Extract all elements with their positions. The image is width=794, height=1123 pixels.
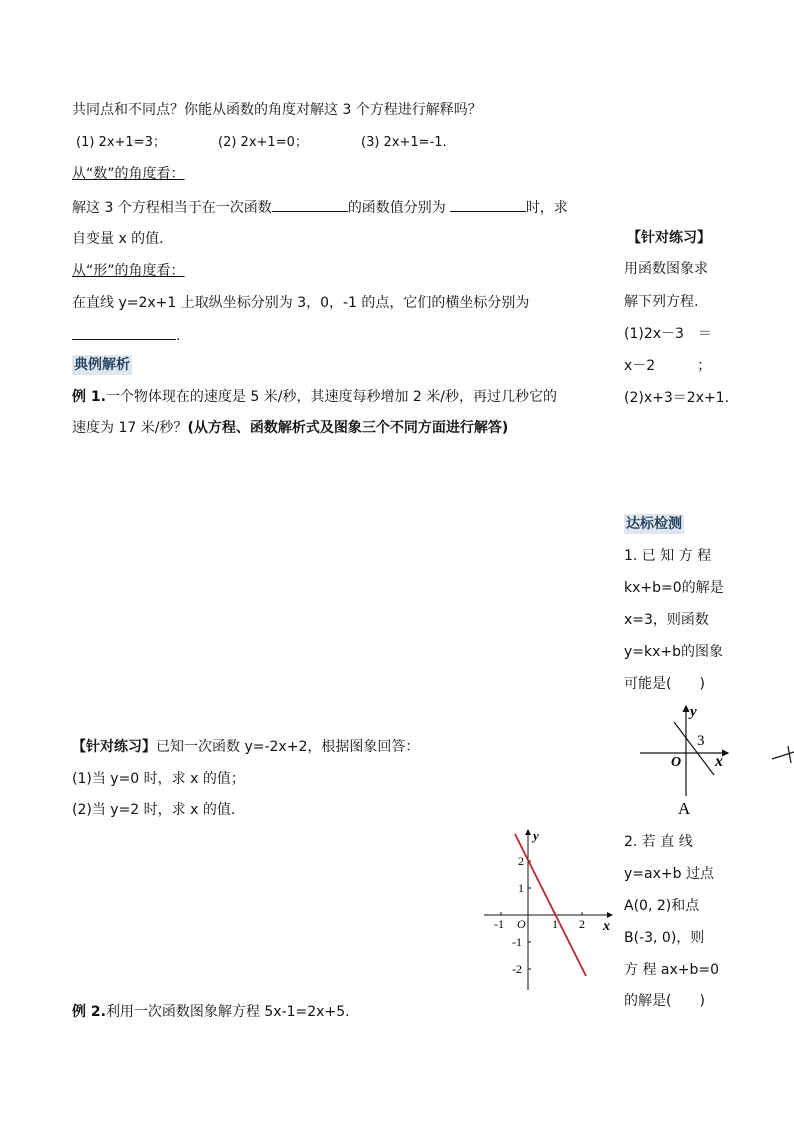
practice-q1: (1)当 y=0 时，求 x 的值；	[72, 771, 245, 787]
mark-3: 3	[697, 733, 705, 749]
side-check-q2-line-4: B(-3, 0)，则	[624, 930, 705, 946]
y-tick-label-2: 2	[518, 854, 524, 868]
example-1-line1: 例 1.一个物体现在的速度是 5 米/秒，其速度每秒增加 2 米/秒，再过几秒它的	[72, 389, 557, 405]
side-check-q2-line-1: 2. 若 直 线	[624, 834, 693, 850]
example-2-line: 例 2.利用一次函数图象解方程 5x-1=2x+5.	[72, 1004, 350, 1020]
x-label: x	[715, 753, 723, 770]
side-check-q2-line-6: 的解是( )	[624, 993, 705, 1009]
x-label: x	[603, 919, 610, 934]
equation-2: (2) 2x+1=0；	[218, 135, 308, 150]
fill-blank-2[interactable]	[450, 197, 526, 212]
y-tick-label-neg2: -2	[512, 962, 522, 976]
y-label: y	[533, 828, 539, 843]
y-tick-label-neg1: -1	[512, 935, 522, 949]
linear-function-graph	[480, 826, 620, 996]
fill-blank-3[interactable]	[72, 325, 176, 340]
number-view-line2: 自变量 x 的值.	[72, 231, 164, 247]
practice-heading-line: 【针对练习】已知一次函数 y=-2x+2，根据图象回答：	[72, 739, 420, 755]
origin-label: O	[671, 755, 682, 770]
side-check-q2-line-5: 方 程 ax+b=0	[624, 962, 720, 978]
x-tick-label-1: 1	[552, 917, 558, 931]
shape-view-line1: 在直线 y=2x+1 上取纵坐标分别为 3，0，-1 的点，它们的横坐标分别为	[72, 295, 530, 311]
origin-label: O	[517, 917, 526, 931]
x-tick-label-neg1: -1	[494, 917, 504, 931]
equation-3: (3) 2x+1=-1.	[361, 135, 447, 150]
side-practice-line-3: (1)2x－3 ＝	[624, 326, 712, 342]
section-example-heading: 典例解析	[74, 357, 130, 373]
shape-view-heading: 从“形”的角度看：	[72, 263, 185, 279]
clipped-graph-fragment	[770, 744, 794, 764]
intro-question: 共同点和不同点？你能从函数的角度对解这 3 个方程进行解释吗？	[72, 102, 482, 118]
side-check-q2-line-3: A(0, 2)和点	[624, 898, 700, 914]
side-check-q1-line-4: y=kx+b的图象	[624, 644, 724, 660]
side-check-heading: 达标检测	[626, 516, 682, 532]
fill-blank-1[interactable]	[272, 197, 348, 212]
side-check-q1-line-1: 1. 已 知 方 程	[624, 548, 712, 564]
y-label: y	[690, 704, 697, 720]
y-tick-label-1: 1	[518, 881, 524, 895]
side-practice-line-1: 用函数图象求	[624, 261, 708, 277]
side-practice-line-4: x－2 ；	[624, 358, 712, 374]
side-practice-label: 【针对练习】	[627, 230, 711, 246]
example-1-line2: 速度为 17 米/秒？(从方程、函数解析式及图象三个不同方面进行解答)	[72, 420, 509, 436]
side-practice-line-5: (2)x+3＝2x+1.	[624, 390, 730, 406]
x-tick-label-2: 2	[579, 917, 585, 931]
shape-view-line2: .	[72, 325, 180, 346]
number-view-heading: 从“数”的角度看：	[72, 166, 185, 182]
side-check-q1-line-3: x=3，则函数	[624, 612, 709, 628]
side-practice-line-2: 解下列方程.	[624, 294, 699, 310]
side-check-q1-line-2: kx+b=0的解是	[624, 580, 724, 596]
equation-1: (1) 2x+1=3；	[76, 135, 166, 150]
side-check-q2-line-2: y=ax+b 过点	[624, 866, 714, 882]
option-caption: A	[678, 799, 691, 818]
number-view-line1: 解这 3 个方程相当于在一次函数 的函数值分别为 时，求	[72, 197, 568, 218]
option-a-graph	[636, 700, 732, 822]
side-check-q1-line-5: 可能是( )	[624, 676, 705, 692]
practice-q2: (2)当 y=2 时，求 x 的值.	[72, 802, 236, 818]
function-line	[515, 834, 586, 976]
